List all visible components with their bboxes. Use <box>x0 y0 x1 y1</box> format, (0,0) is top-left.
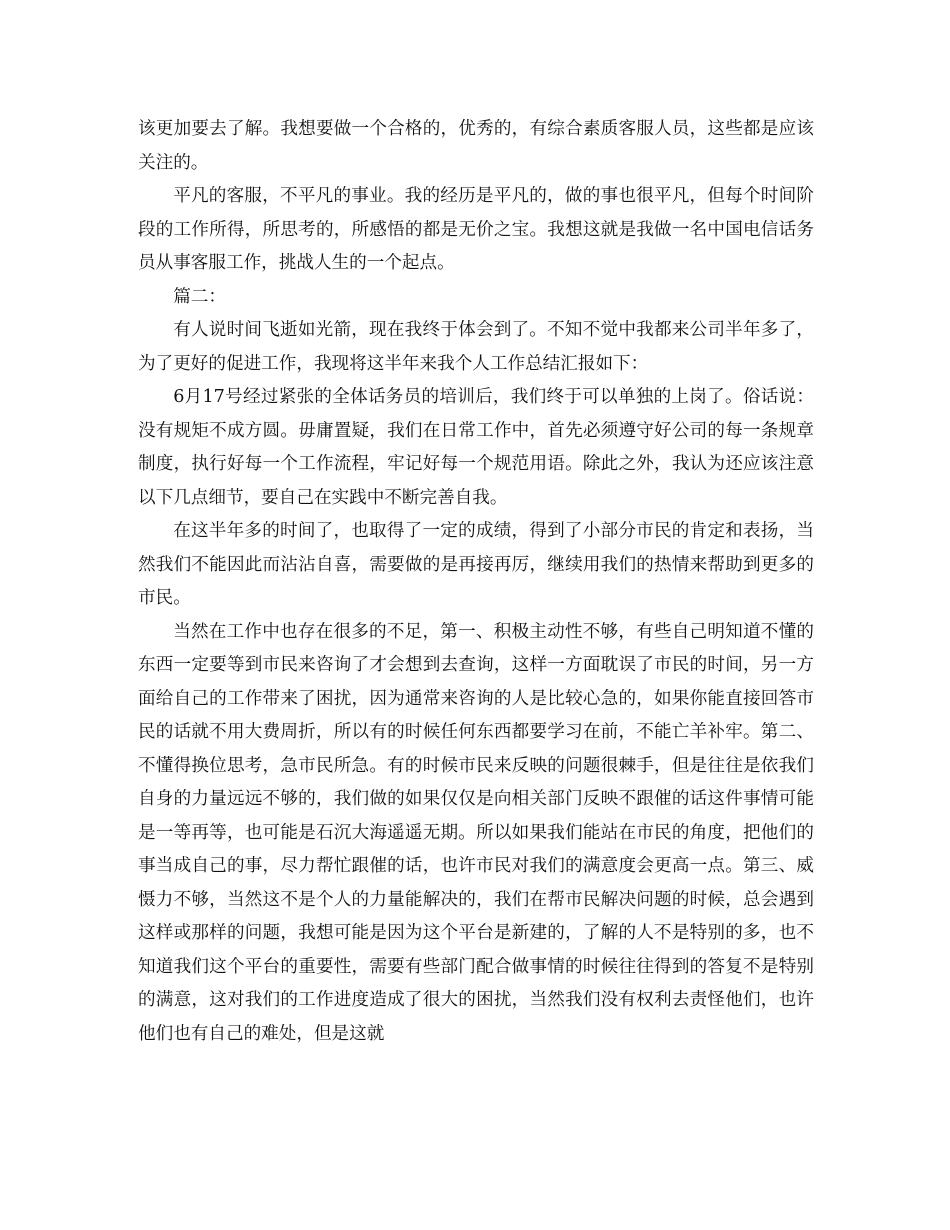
paragraph-1: 该更加要去了解。我想要做一个合格的，优秀的，有综合素质客服人员，这些都是应该关注的。 <box>138 119 814 173</box>
paragraph-4: 6月17号经过紧张的全体话务员的培训后，我们终于可以单独的上岗了。俗话说：没有规矩不成方圆。毋庸置疑，我们在日常工作中，首先必须遵守好公司的每一条规章制度，执行好每一个工作流程，牢记好每一个规范用语。除此之外，我认为还应该注意以下几点细节，要自己在实践中不断完善自我。 <box>138 387 814 508</box>
paragraph-3: 有人说时间飞逝如光箭，现在我终于体会到了。不知不觉中我都来公司半年多了，为了更好的促进工作，我现将这半年来我个人工作总结汇报如下： <box>138 320 814 374</box>
document-body <box>138 113 814 1051</box>
paragraph-2: 平凡的客服，不平凡的事业。我的经历是平凡的，做的事也很平凡，但每个时间阶段的工作所得，所思考的，所感悟的都是无价之宝。我想这就是我做一名中国电信话务员从事客服工作，挑战人生的一个起点。 <box>138 186 814 273</box>
paragraph-5: 在这半年多的时间了，也取得了一定的成绩，得到了小部分市民的肯定和表扬，当然我们不能因此而沾沾自喜，需要做的是再接再厉，继续用我们的热情来帮助到更多的市民。 <box>138 521 814 608</box>
section-heading-part-two: 篇二： <box>173 286 226 307</box>
paragraph-6: 当然在工作中也存在很多的不足，第一、积极主动性不够，有些自己明知道不懂的东西一定要等到市民来咨询了才会想到去查询，这样一方面耽误了市民的时间，另一方面给自己的工作带来了困扰，因为通常来咨询的人是比较心急的，如果你能直接回答市民的话就不用大费周折，所以有的时候任何东西都要学习在前，不能亡羊补牢。第二、不懂得换位思考，急市民所急。有的时候市民来反映的问题很棘手，但是往往是依我们自身的力量远远不够的，我们做的如果仅仅是向相关部门反映不跟催的话这件事情可能是一等再等，也可能是石沉大海遥遥无期。所以如果我们能站在市民的角度，把他们的事当成自己的事，尽力帮忙跟催的话，也许市民对我们的满意度会更高一点。第三、威慑力不够，当然这不是个人的力量能解决的，我们在帮市民解决问题的时候，总会遇到这样或那样的问题，我想可能是因为这个平台是新建的，了解的人不是特别的多，也不知道我们这个平台的重要性，需要有些部门配合做事情的时候往往得到的答复不是特别的满意，这对我们的工作进度造成了很大的困扰，当然我们没有权利去责怪他们，也许他们也有自己的难处，但是这就 <box>138 621 814 1044</box>
